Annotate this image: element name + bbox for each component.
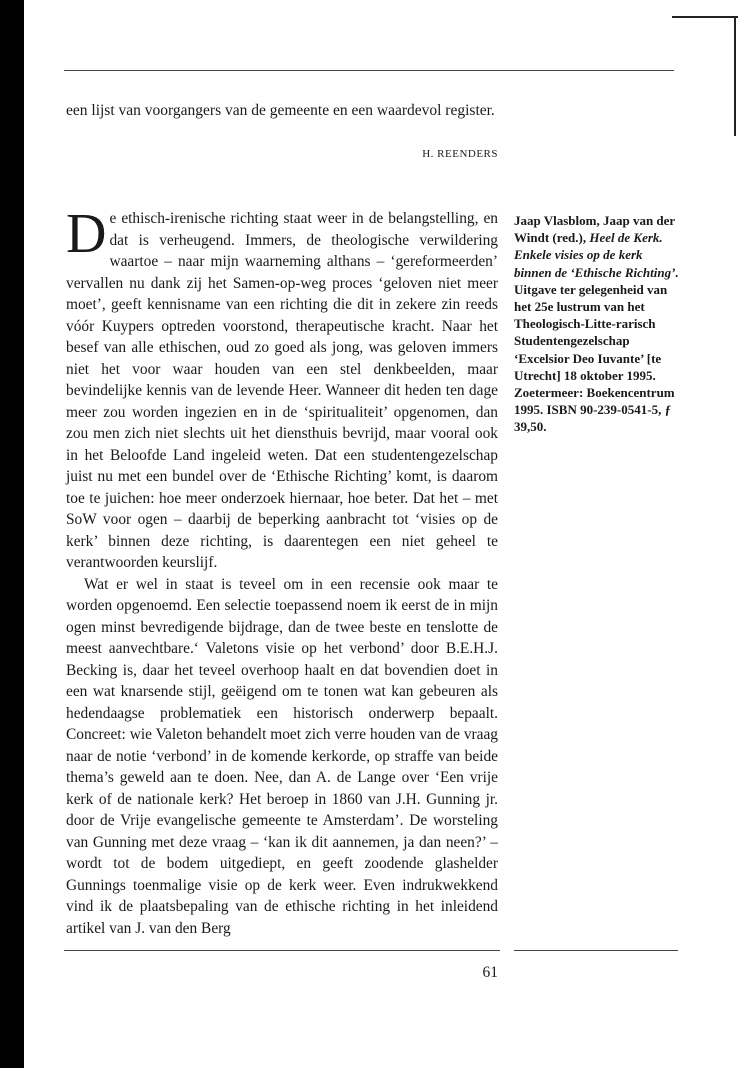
review-paragraph-1-text: e ethisch-irenische richting staat weer in de belangstelling, en dat is verheugend. Immers, de theologische verwildering waartoe – naar mijn waarneming althans – ‘gereformeerden’ vervallen nu dank zij het Samen-op-weg proces ‘geloven niet meer moet’, geeft kennisname van een richting die dit in zekere zin reeds vóór Kuypers optreden voorstond, therapeutische kracht. Naar het besef van alle ethischen, oud zo goed als jong, was geloven immers niet het voor waar houden van een stel denkbeelden, maar bevindelijke kennis van de levende Heer. Wanneer dit heden ten dage meer zou worden ingezien en in de ‘spiritualiteit’ opgenomen, dan zou men zich niet slechts uit het diensthuis bevrijd, maar vooral ook in het Beloofde Land ingeleid weten. Dat een studentengezelschap juist nu met een bundel over de ‘Ethische Richting’ komt, is daarom toe te juichen: hoe meer onderzoek hiernaar, hoe beter. Dat het – met SoW voor ogen – daarbij de beperking aanbracht tot ‘visies op de kerk’ binnen deze richting, is daarentegen een niet geheel te verantwoorden keurslijf.: [66, 210, 498, 571]
header-rule: [64, 70, 674, 71]
review-paragraph-1: [66, 203, 498, 574]
sidebar-footer-rule: [514, 950, 678, 951]
book-title: Heel de Kerk. Enkele visies op de kerk binnen de ‘Ethische Richting’.: [514, 230, 679, 280]
book-details: Uitgave ter gelegenheid van het 25e lustrum van het Theologisch-Litte-rarisch Studentengezelschap ‘Excelsior Deo Iuvante’ [te Utrecht] 18 oktober 1995. Zoetermeer: Boekencentrum 1995. ISBN 90-239-0541-5, ƒ 39,50.: [514, 281, 675, 435]
book-editors: Jaap Vlasblom, Jaap van der Windt (red.),: [514, 213, 675, 246]
crop-mark-vertical: [734, 16, 736, 136]
page-number: 61: [482, 964, 498, 981]
footer-rule: [64, 950, 500, 951]
drop-cap: D: [66, 203, 107, 265]
crop-mark-horizontal: [672, 16, 738, 18]
previous-review-closing: een lijst van voorgangers van de gemeente en een waardevol register.: [66, 102, 495, 119]
book-info-sidebar: [514, 212, 682, 436]
review-body: [66, 203, 498, 939]
review-paragraph-2: Wat er wel in staat is teveel om in een recensie ook maar te worden opgenoemd. Een selectie toepassend noem ik eerst de in mijn ogen minst bevredigende bijdrage, dan de twee beste en tenslotte de meest aanvechtbare.‘ Valetons visie op het verbond’ door B.E.H.J. Becking is, daar het teveel overhoop haalt en dat bovendien doet in een wat knarsende stijl, geëigend om te tonen wat kan gebeuren als hedendaagse problematiek een historisch onderwerp bepaalt. Concreet: wie Valeton behandelt moet zich verre houden van de vraag naar de notie ‘verbond’ in de komende kerkorde, op straffe van beide thema’s geweld aan te doen. Nee, dan A. de Lange over ‘Een vrije kerk of de nationale kerk? Het beroep in 1860 van J.H. Gunning jr. door de Vrije evangelische gemeente te Amsterdam’. De worsteling van Gunning met deze vraag – ‘kan ik dit aannemen, ja dan neen?’ – wordt tot de bodem uitgediept, en geeft zoodende glashelder Gunnings toenmalige visie op de kerk weer. Even indrukwekkend vind ik de plaatsbepaling van de ethische richting in het inleidend artikel van J. van den Berg: [66, 575, 498, 937]
scan-edge-bar: [0, 0, 24, 1068]
previous-review-signature: H. REENDERS: [422, 148, 498, 160]
